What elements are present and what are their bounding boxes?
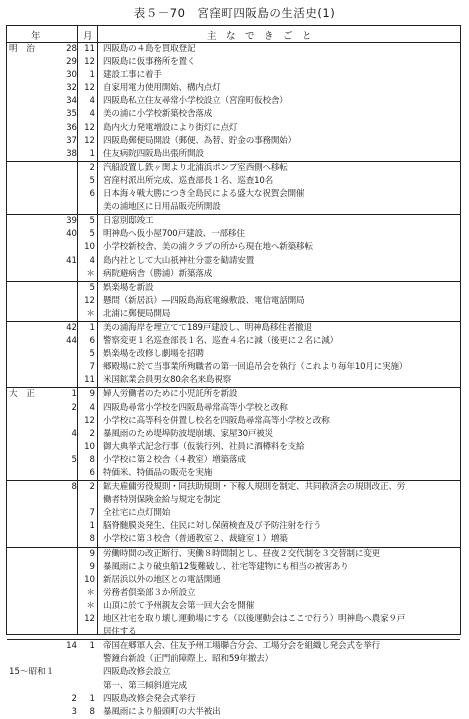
row-event: 暴風雨により船頭町の大半被出 bbox=[103, 706, 221, 717]
row-event: 明神島へ仮小屋700戸建設、一部移住 bbox=[103, 229, 245, 240]
row-event: 暴風雨により破虫船12隻難破し、社宅等建物にも相当の被害あり bbox=[103, 561, 349, 572]
row-event: 帝国在郷軍人会、住友予州工場聯合分会、工場分会を組織し発会式を挙行 bbox=[103, 641, 380, 652]
row-month: 1 bbox=[89, 148, 95, 159]
table-header bbox=[7, 26, 460, 43]
row-month: 7 bbox=[89, 508, 95, 519]
row-event: 暴風雨のため堤埠防波堤崩壊、家屋30戸被災 bbox=[103, 428, 274, 439]
row-month: 11 bbox=[84, 44, 95, 54]
row-event: 四阪島改修会設立 bbox=[103, 667, 171, 678]
row-event: 四阪島の４島を買取登記 bbox=[103, 44, 196, 54]
row-month: 11 bbox=[84, 375, 95, 386]
table-row bbox=[7, 639, 460, 653]
row-era: 明 治 bbox=[9, 44, 35, 54]
row-event: 脳脊髄膜炎発生、住民に対し保菌検査及び予防注射を行う bbox=[103, 521, 322, 532]
row-year: 3 bbox=[71, 706, 77, 717]
table-row bbox=[7, 454, 460, 467]
table-row bbox=[7, 600, 460, 613]
row-month: 6 bbox=[89, 468, 95, 478]
table-row bbox=[7, 574, 460, 587]
table-row bbox=[7, 281, 460, 295]
row-year: 30 bbox=[66, 70, 77, 81]
table-row bbox=[7, 613, 460, 626]
row-year: 2 bbox=[71, 693, 77, 704]
row-month: 7 bbox=[89, 362, 95, 373]
table-body bbox=[7, 43, 460, 719]
row-year: 44 bbox=[66, 336, 77, 347]
row-month: 1 bbox=[89, 521, 95, 532]
table-row bbox=[7, 666, 460, 679]
row-year: 41 bbox=[66, 255, 77, 266]
row-year: 4 bbox=[71, 428, 77, 439]
row-event: 小学校に第２校舎（４教室）増築落成 bbox=[103, 454, 246, 465]
table-row bbox=[7, 295, 460, 308]
table-row bbox=[7, 335, 460, 348]
row-year: 14 bbox=[66, 641, 77, 652]
table-row bbox=[7, 361, 460, 374]
table-row bbox=[7, 626, 460, 639]
row-month: 5 bbox=[89, 175, 95, 186]
row-month: 10 bbox=[84, 242, 95, 253]
row-month: 5 bbox=[89, 282, 95, 293]
row-event: 四阪島改修会発会式挙行 bbox=[103, 693, 196, 704]
row-event: 第一、第三傾斜道完成 bbox=[103, 680, 187, 691]
header-month: 月 bbox=[83, 31, 93, 42]
row-event: 娯楽場を改修し劇場を招聘 bbox=[103, 349, 204, 360]
row-event: 懸問（新居浜）―四阪島海底電線敷設、電信電話開局 bbox=[103, 295, 305, 306]
row-event: 美の浦海岸を埋立てて189戸建設し、明神島移住者撤退 bbox=[103, 322, 312, 333]
table-row bbox=[7, 308, 460, 321]
row-month: 4 bbox=[89, 96, 95, 107]
row-month: 12 bbox=[84, 135, 95, 146]
table-row bbox=[7, 348, 460, 361]
table-row bbox=[7, 241, 460, 254]
row-year: 40 bbox=[66, 229, 77, 240]
row-year: 29 bbox=[66, 57, 77, 68]
row-event: 日本海々戦大勝につき全島民による盛大な祝賀会開催 bbox=[103, 189, 305, 200]
row-event: 島内火力発電増設により街灯に点灯 bbox=[103, 122, 238, 133]
row-year: 39 bbox=[66, 216, 77, 227]
row-month: 10 bbox=[84, 441, 95, 452]
row-year: 36 bbox=[66, 122, 77, 133]
table-row bbox=[7, 148, 460, 161]
row-month: 4 bbox=[89, 109, 95, 120]
row-event: 郷殿場に於て当事業所殉職者の第一回追吊会を執行（これより毎年10月に実施） bbox=[103, 362, 408, 373]
row-event: 婦人労働者のために小児託所を新設 bbox=[103, 389, 238, 400]
row-event: 住友病院四阪島出張所開設 bbox=[103, 148, 204, 159]
row-month: 2 bbox=[89, 482, 95, 493]
table-row bbox=[7, 122, 460, 135]
row-event: 米国鉱業会員男女80余名来島視察 bbox=[103, 375, 232, 386]
row-event: 御大典挙式記念行事（仮装行列、社員に酒樽料を支給 bbox=[103, 441, 305, 452]
table-row bbox=[7, 69, 460, 82]
table-row bbox=[7, 374, 460, 387]
row-month: 10 bbox=[84, 574, 95, 585]
row-year: 28 bbox=[66, 44, 77, 54]
table-row bbox=[7, 255, 460, 268]
row-month: 12 bbox=[84, 415, 95, 426]
row-month: 1 bbox=[89, 693, 95, 704]
row-month: 4 bbox=[89, 255, 95, 266]
row-event: 四阪島尋常小学校を四阪島尋常高等小学校と改称 bbox=[103, 402, 288, 413]
table-row bbox=[7, 387, 460, 401]
table-row bbox=[7, 56, 460, 69]
row-event: 小学校新校舎、美の浦クラブの所から現在地へ新築移転 bbox=[103, 242, 313, 253]
row-month: 5 bbox=[89, 216, 95, 227]
row-event: 宮窪村派出所完成、巡査部長１名、巡査10名 bbox=[103, 175, 274, 186]
row-event: 労務者倶楽部３か所設立 bbox=[103, 587, 196, 598]
table-row bbox=[7, 480, 460, 494]
row-event: 労働時間の改正断行、実働８時間制とし、昼夜２交代制を３交替制に変更 bbox=[103, 548, 380, 559]
history-table bbox=[6, 25, 461, 717]
table-row bbox=[7, 228, 460, 241]
table-row bbox=[7, 467, 460, 480]
table-row bbox=[7, 494, 460, 507]
page-title: 表５－70 宮窪町四阪島の生活史(1) bbox=[133, 6, 336, 20]
row-month: ＊ bbox=[86, 587, 95, 598]
row-event: 小学校に高等科を併置し校名を四阪島尋常高等小学校と改称 bbox=[103, 415, 330, 426]
row-event: 北浦に郵便局開局 bbox=[103, 308, 171, 319]
row-year: 34 bbox=[66, 96, 77, 107]
row-event: 四阪島に仮事務所を置く bbox=[103, 57, 196, 68]
table-row bbox=[7, 507, 460, 520]
row-event: 自家用電力使用開始、構内点灯 bbox=[103, 83, 221, 94]
table-row bbox=[7, 268, 460, 281]
table-row bbox=[7, 441, 460, 454]
row-event: 美の浦に小学校新築校舎落成 bbox=[103, 109, 213, 120]
row-event: 全社宅に点灯開始 bbox=[103, 508, 171, 519]
row-event: 山頂に於て予州親友会第一回大会を開催 bbox=[103, 600, 255, 611]
row-month: 12 bbox=[84, 614, 95, 625]
table-row bbox=[7, 135, 460, 148]
table-row bbox=[7, 214, 460, 228]
row-event: 四阪島私立住友尋常小学校設立（宮窪町仮校舎） bbox=[103, 96, 288, 107]
table-row bbox=[7, 547, 460, 561]
row-year: 32 bbox=[66, 83, 77, 94]
table-row bbox=[7, 693, 460, 706]
row-year: 38 bbox=[66, 148, 77, 159]
table-row bbox=[7, 82, 460, 95]
row-month: 6 bbox=[89, 189, 95, 200]
row-event: 娯楽場を新設 bbox=[103, 282, 154, 293]
table-row bbox=[7, 321, 460, 335]
row-event: 新居浜以外の地区との電話開通 bbox=[103, 574, 221, 585]
table-row bbox=[7, 415, 460, 428]
row-month: 12 bbox=[84, 83, 95, 94]
table-row bbox=[7, 43, 460, 56]
table-row bbox=[7, 95, 460, 108]
row-event: 美の浦地区に日用品販売所開設 bbox=[103, 202, 221, 213]
row-era: 15～昭和１ bbox=[9, 667, 55, 678]
row-month: 8 bbox=[89, 706, 95, 717]
header-year: 年 bbox=[31, 31, 41, 42]
row-month: 12 bbox=[84, 295, 95, 306]
row-month: 12 bbox=[84, 57, 95, 68]
row-month: 1 bbox=[89, 70, 95, 81]
row-event: 病院避病舎（勝浦）新築落成 bbox=[103, 268, 213, 279]
row-month: 2 bbox=[89, 162, 95, 173]
row-month: 5 bbox=[89, 229, 95, 240]
row-month: 6 bbox=[89, 336, 95, 347]
row-event: 警察変更１名巡査部長１名、巡査４名に減（後更に２名に減） bbox=[103, 336, 339, 347]
table-row bbox=[7, 520, 460, 533]
row-month: 1 bbox=[89, 322, 95, 333]
row-month: ＊ bbox=[86, 268, 95, 279]
table-row bbox=[7, 561, 460, 574]
table-row bbox=[7, 161, 460, 175]
row-month: 9 bbox=[89, 389, 95, 400]
row-event: 日窓別邸竣工 bbox=[103, 216, 154, 227]
row-event: 四阪島郵便局開設（郵便、為替、貯金の事務開始） bbox=[103, 135, 297, 146]
row-month: ＊ bbox=[86, 600, 95, 611]
row-month: ＊ bbox=[86, 308, 95, 319]
table-row bbox=[7, 587, 460, 600]
row-month: 9 bbox=[89, 548, 95, 559]
row-month: 4 bbox=[89, 402, 95, 413]
row-month: 5 bbox=[89, 349, 95, 360]
row-month: 2 bbox=[89, 428, 95, 439]
table-row bbox=[7, 175, 460, 188]
row-month: 9 bbox=[89, 561, 95, 572]
row-event: 働者特別保険金給与規定を制定 bbox=[103, 495, 221, 506]
table-row bbox=[7, 653, 460, 666]
row-event: 警鐘台新設（正門前障際上、昭和59年撤去） bbox=[103, 654, 274, 665]
row-event: 建設工事に着手 bbox=[103, 70, 162, 81]
table-row bbox=[7, 188, 460, 201]
table-row bbox=[7, 402, 460, 415]
row-month: 8 bbox=[89, 534, 95, 545]
row-event: 特価米、特価品の販売を実施 bbox=[103, 468, 213, 478]
row-year: 5 bbox=[71, 454, 77, 465]
row-month: 8 bbox=[89, 454, 95, 465]
table-row bbox=[7, 680, 460, 693]
row-event: 小学校に第３校舎（普通教室２、裁縫室１）増築 bbox=[103, 534, 288, 545]
row-month: 12 bbox=[84, 122, 95, 133]
row-year: 37 bbox=[66, 135, 77, 146]
row-event: 鉱夫雇傭労役規則・同扶助規則・下稼人規則を制定、共同救済会の規則改正、労 bbox=[103, 482, 406, 493]
table-row bbox=[7, 706, 460, 719]
table-row bbox=[7, 201, 460, 214]
row-event: 汽船設置し鉄ヶ関より北浦浜ポンプ室西側へ移転 bbox=[103, 162, 288, 173]
row-year: 35 bbox=[66, 109, 77, 120]
row-event: 居住する bbox=[103, 627, 137, 638]
row-event: 地区社宅を取り壊し運動場にする（以後運動会はここで行う）明神島へ農家９戸 bbox=[103, 614, 406, 625]
table-row bbox=[7, 533, 460, 546]
row-era: 大 正 bbox=[9, 389, 35, 400]
table-row bbox=[7, 428, 460, 441]
row-year: 42 bbox=[66, 322, 77, 333]
table-row bbox=[7, 108, 460, 121]
row-year: 8 bbox=[71, 482, 77, 493]
row-month: 1 bbox=[89, 641, 95, 652]
header-events: 主 な で き ご と bbox=[207, 31, 312, 42]
row-year: 1 bbox=[71, 389, 77, 400]
row-year: 2 bbox=[71, 402, 77, 413]
row-event: 島内社として大山祇神社分霊を勧請安置 bbox=[103, 255, 255, 266]
